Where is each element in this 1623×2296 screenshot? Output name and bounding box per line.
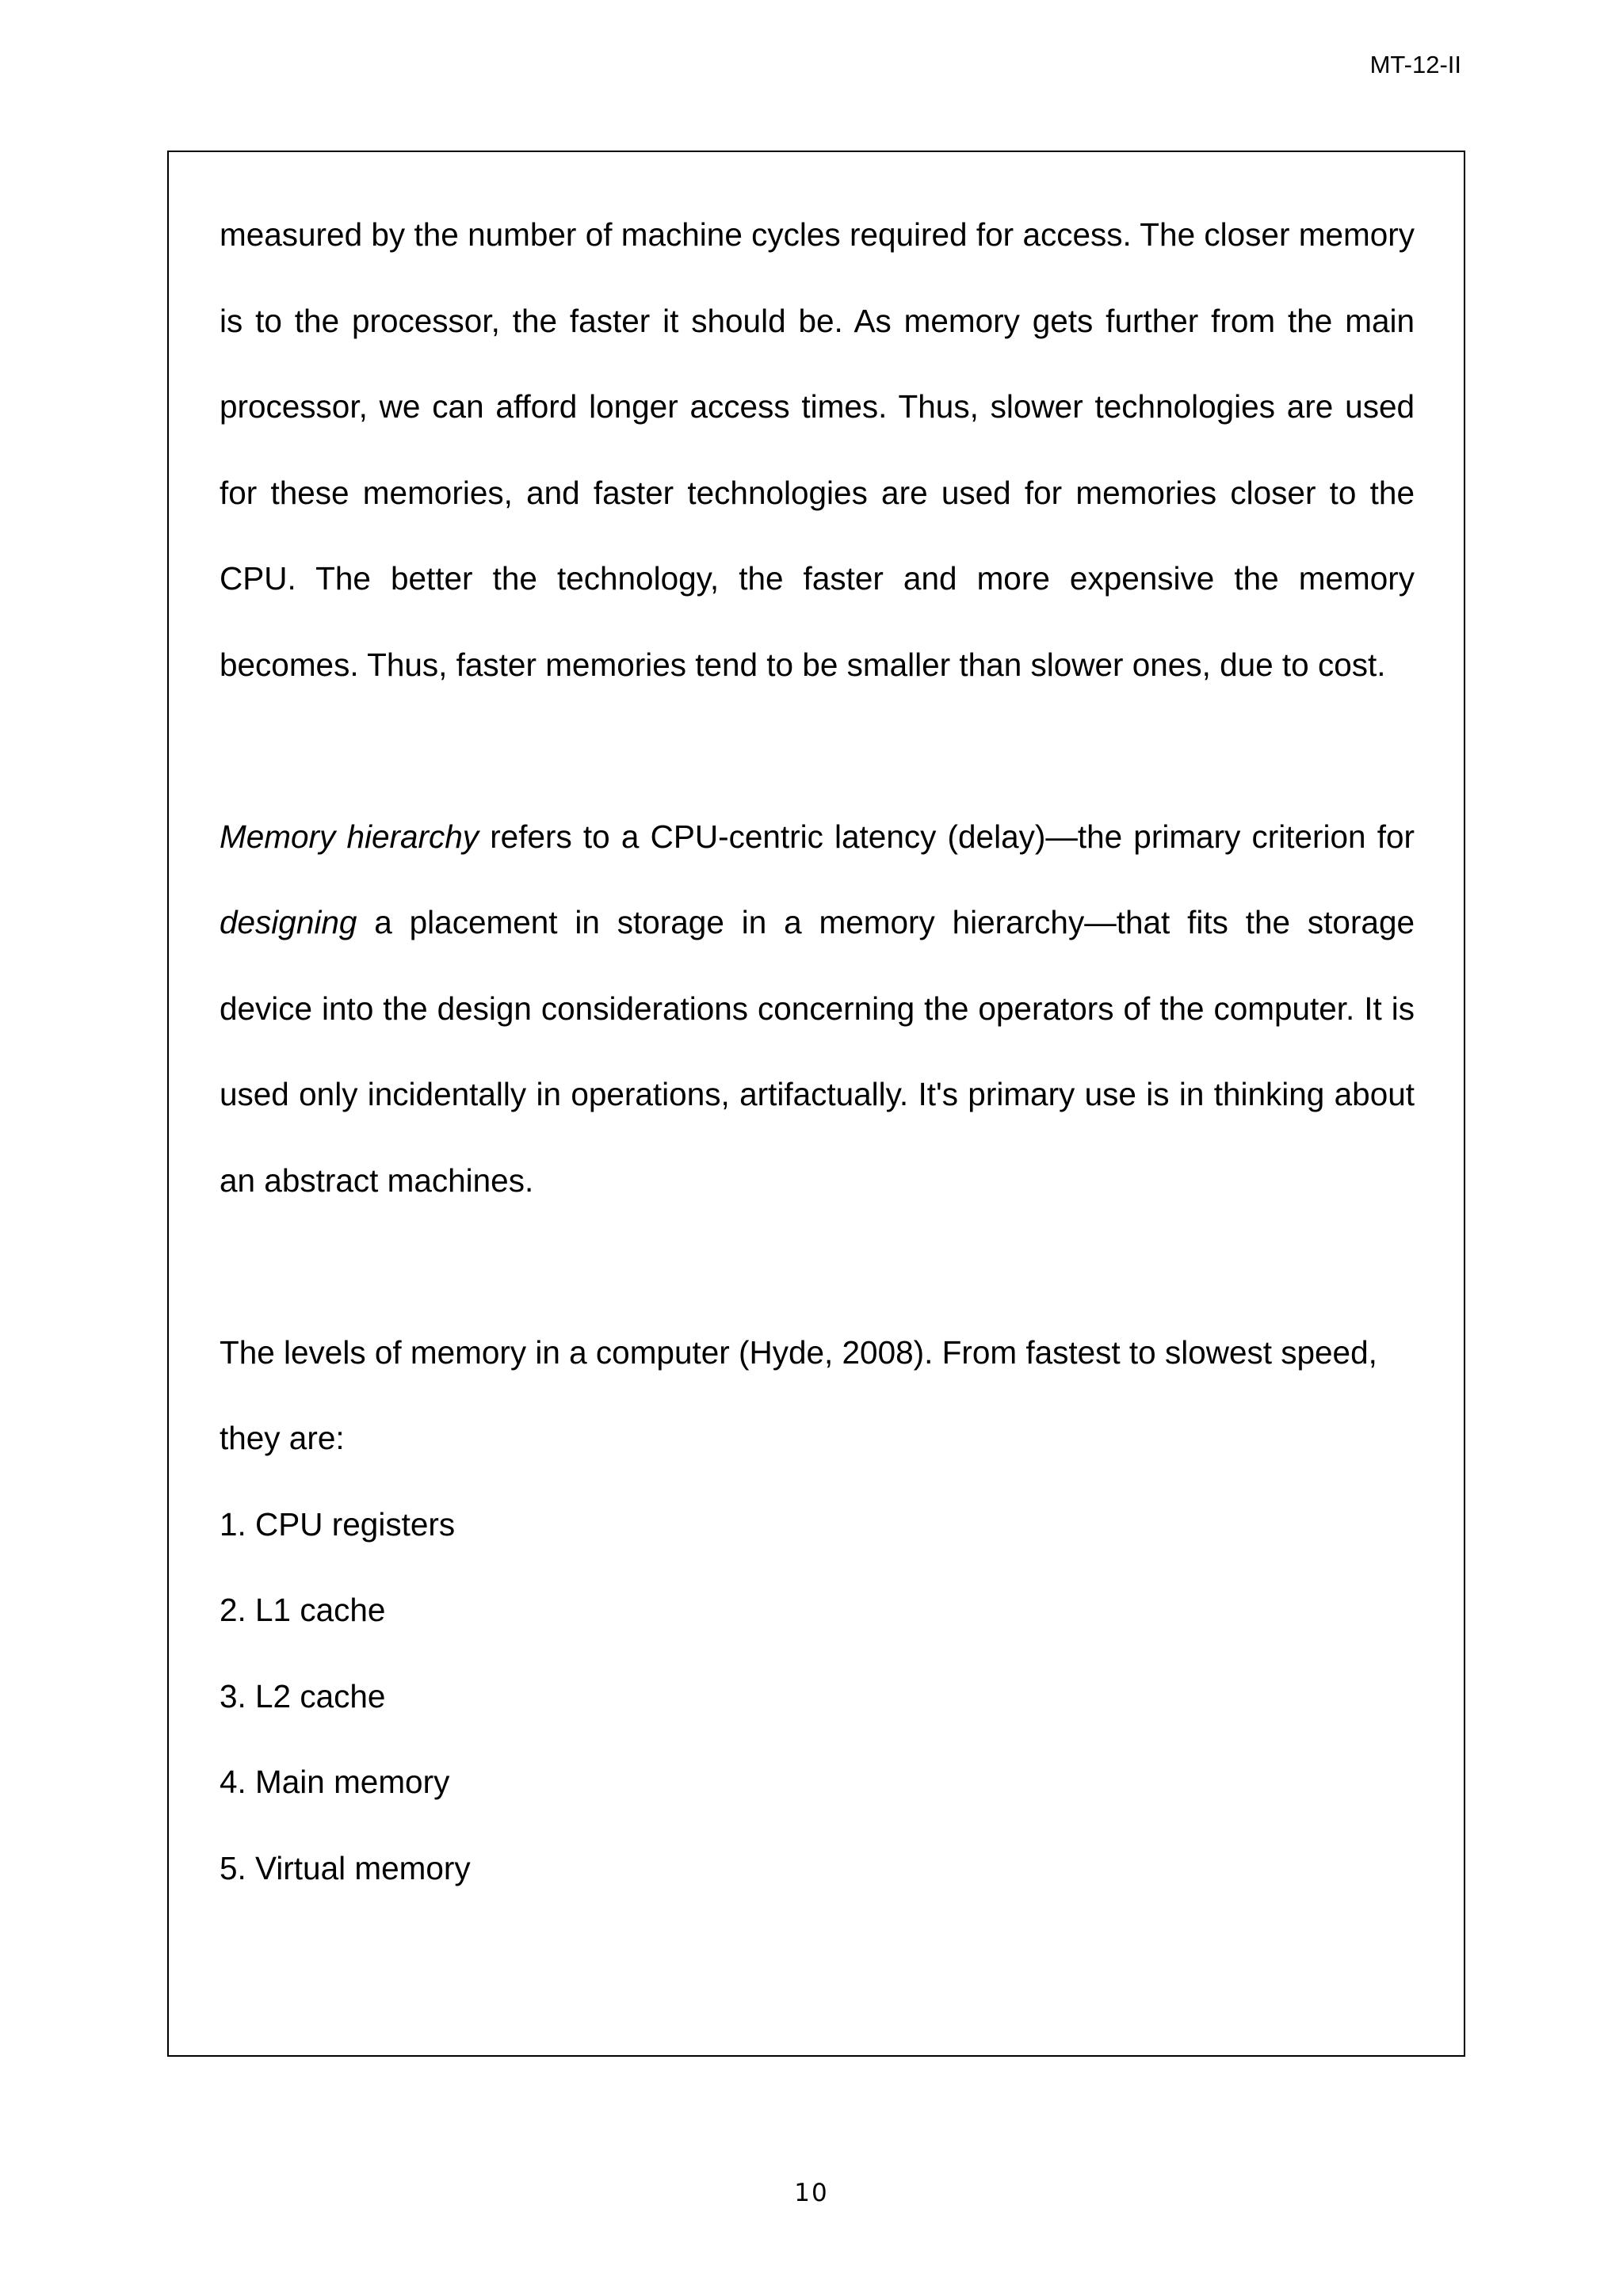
document-code: MT-12-II bbox=[1369, 51, 1461, 78]
list-item: 2. L1 cache bbox=[220, 1592, 386, 1628]
page-body bbox=[220, 192, 1415, 1911]
emphasis-designing: designing bbox=[220, 904, 357, 940]
paragraph-memory-speed: measured by the number of machine cycles required for access. The closer memory is to the processor, the faster it should be. As memory gets further from the main processor, we can afford longer access times. Thus, slower technologies are used for these memories, and faster technologies are used for memories closer to the CPU. The better the technology, the faster and more expensive the memory becomes. Thus, faster memories tend to be smaller than slower ones, due to cost. bbox=[220, 216, 1415, 683]
memory-levels-list bbox=[220, 1482, 1415, 1912]
page-number: 10 bbox=[794, 2179, 829, 2207]
list-item: 5. Virtual memory bbox=[220, 1849, 471, 1886]
paragraph-memory-hierarchy bbox=[220, 794, 1415, 1224]
levels-intro: The levels of memory in a computer (Hyde, 2008). From fastest to slowest speed, they are: bbox=[220, 1333, 1377, 1456]
list-item: 4. Main memory bbox=[220, 1764, 450, 1800]
content-frame bbox=[167, 151, 1465, 2057]
paragraph-memory-levels bbox=[220, 1310, 1415, 1912]
paragraph-text-part-1: refers to a CPU-centric latency (delay)—the primary criterion for bbox=[479, 818, 1415, 855]
list-item: 1. CPU registers bbox=[220, 1505, 456, 1543]
term-memory-hierarchy: Memory hierarchy bbox=[220, 818, 479, 855]
paragraph-text-part-2: a placement in storage in a memory hierarchy—that fits the storage device into the design considerations concerning the operators of the computer. It is used only incidentally in operations, artifactually. It's primary use is in thinking about an abstract machines. bbox=[220, 904, 1415, 1199]
list-item: 3. L2 cache bbox=[220, 1677, 386, 1714]
